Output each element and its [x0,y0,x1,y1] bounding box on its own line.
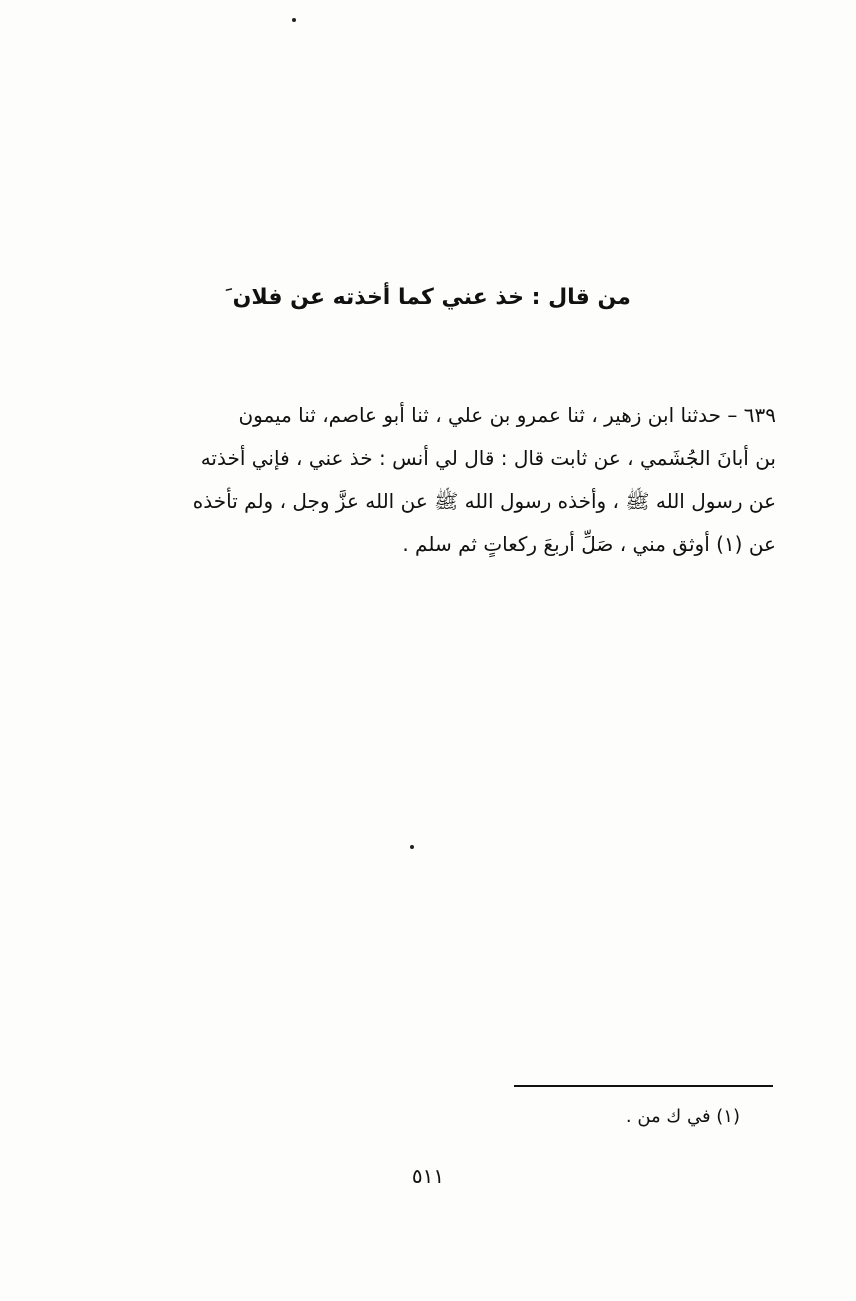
page-number: ٥١١ [411,1164,445,1188]
paragraph-line: بن أبانَ الجُشَمي ، عن ثابت قال : قال لي أنس : خذ عني ، فإني أخذته [200,446,776,470]
paragraph-line: عن (١) أوثق مني ، صَلِّ أربعَ ركعاتٍ ثم سلم . [402,532,776,556]
scan-speck [410,845,414,849]
paragraph-line: ٦٣٩ – حدثنا ابن زهير ، ثنا عمرو بن علي ، ثنا أبو عاصم، ثنا ميمون [238,403,776,427]
paragraph-line: عن رسول الله ﷺ ، وأخذه رسول الله ﷺ عن الله عزَّ وجل ، ولم تأخذه [192,489,776,513]
scan-speck [292,18,296,22]
hadith-paragraph [96,394,776,566]
footnote-divider [514,1085,773,1087]
footnote: (١) في ك من . [625,1106,740,1127]
chapter-heading: من قال : خذ عني كما أخذته عن فلان َ [225,285,631,310]
